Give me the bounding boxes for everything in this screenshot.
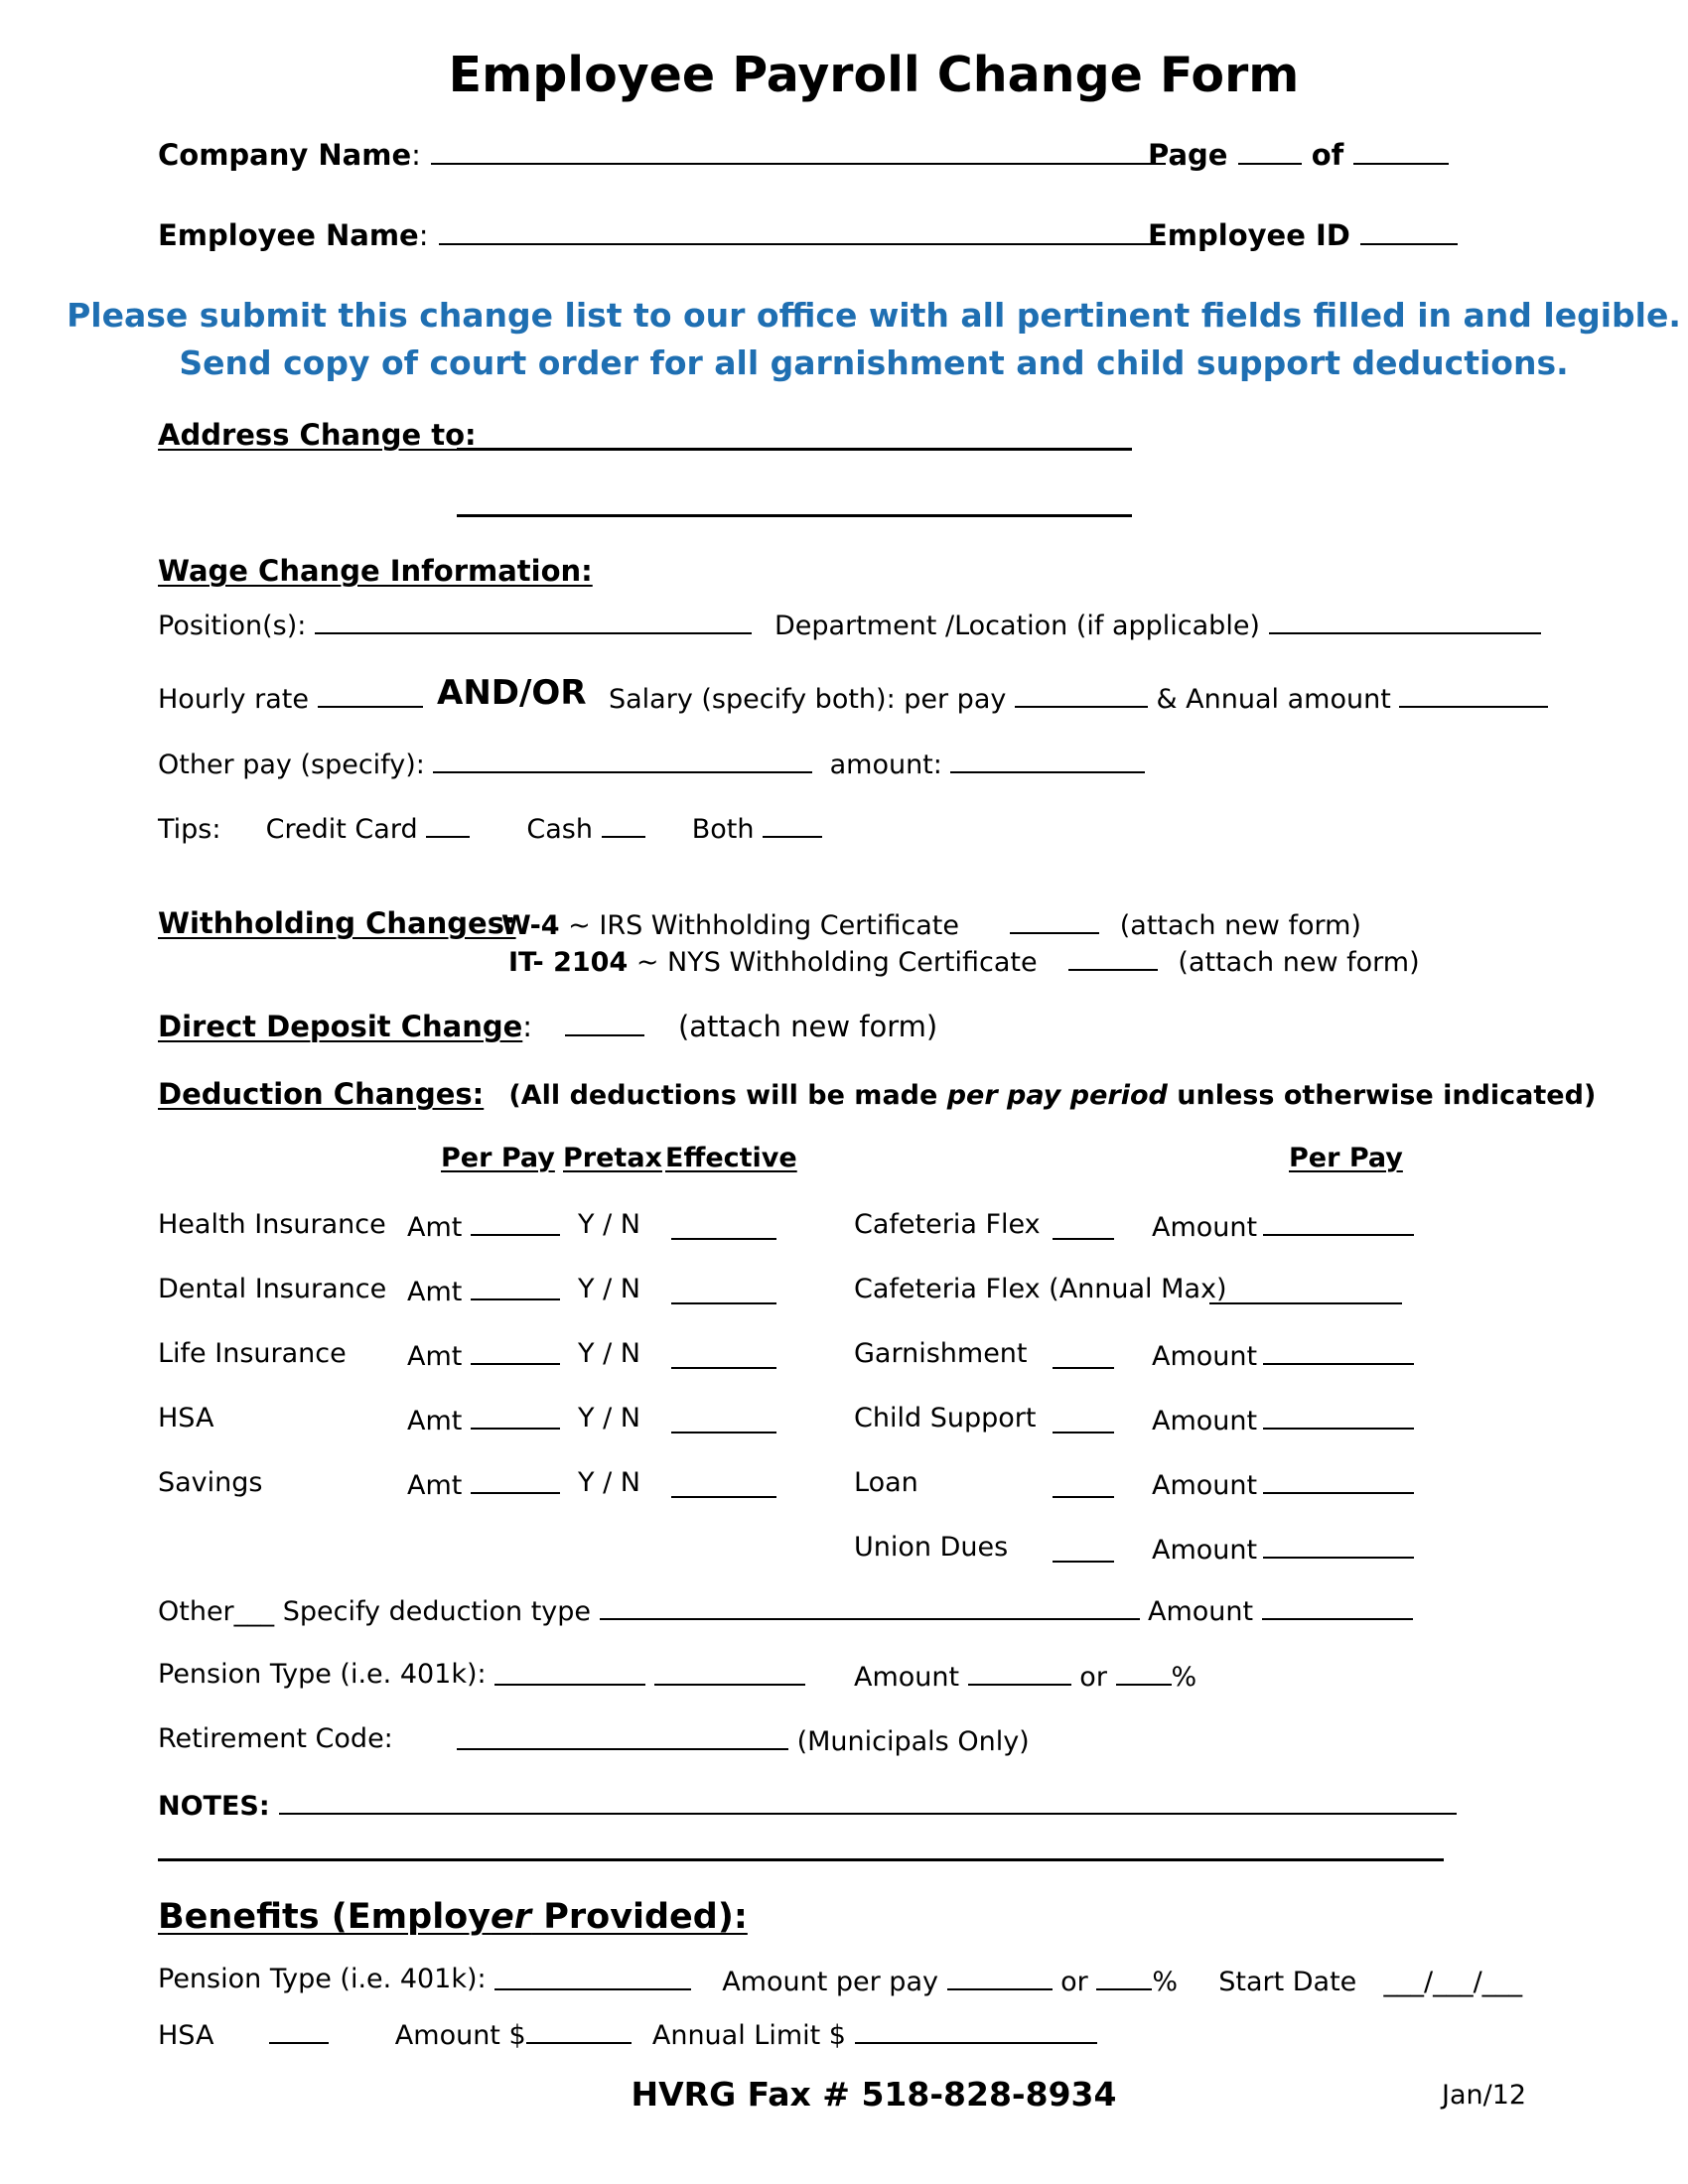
- note-pre: (All deductions will be made: [508, 1080, 947, 1111]
- amount-per-pay-label: Amount per pay: [722, 1967, 938, 1997]
- notice-line-1: Please submit this change list to our office with all pertinent fields filled in and legible.: [67, 296, 1681, 335]
- page-title: Employee Payroll Change Form: [448, 47, 1300, 103]
- department-row: [774, 607, 1541, 643]
- deduction-check-field[interactable]: [1053, 1341, 1114, 1369]
- deduction-row-right: [0, 1402, 1450, 1435]
- amount-field[interactable]: [1263, 1402, 1414, 1430]
- footer-fax: HVRG Fax # 518-828-8934: [631, 2075, 1117, 2114]
- other-pay-row: [158, 746, 1145, 782]
- other-amount-label: Amount: [1148, 1596, 1254, 1627]
- w4-row: [501, 906, 1361, 943]
- amount-field[interactable]: [1263, 1337, 1414, 1365]
- benefits-pension-row: [494, 1963, 1522, 1999]
- other-deduction-label: Other___ Specify deduction type: [158, 1596, 592, 1627]
- address-change-heading: Address Change to:: [158, 418, 477, 452]
- employee-id-label: Employee ID: [1148, 218, 1350, 252]
- amt-label: Amt: [407, 1341, 463, 1372]
- page-label: Page: [1148, 138, 1228, 172]
- amount-label: Amount: [1152, 1535, 1258, 1566]
- deduction-check-field[interactable]: [1053, 1470, 1114, 1498]
- pension-amount-label: Amount: [854, 1662, 960, 1693]
- hourly-row: [158, 680, 423, 717]
- deduction-item-label: Garnishment: [854, 1338, 1028, 1369]
- employee-id-field[interactable]: [1360, 217, 1458, 245]
- w4-text: ~ IRS Withholding Certificate: [568, 910, 959, 941]
- amount-label: Amount: [1152, 1212, 1258, 1243]
- footer-date: Jan/12: [1442, 2080, 1527, 2111]
- deduction-check-field[interactable]: [1053, 1212, 1114, 1240]
- deduction-row-right: [0, 1208, 1450, 1242]
- amt-label: Amt: [407, 1212, 463, 1243]
- col-pretax: Pretax: [563, 1143, 662, 1173]
- address-line-1[interactable]: [457, 448, 1132, 451]
- benefits-heading-pre: Benefits (Employ: [158, 1897, 492, 1937]
- amount-field[interactable]: [1263, 1466, 1414, 1494]
- deduction-item-label: Life Insurance: [158, 1338, 347, 1369]
- direct-deposit-row: [158, 1009, 937, 1043]
- hourly-field[interactable]: [318, 680, 423, 708]
- benefits-hsa-label: HSA: [158, 2020, 214, 2051]
- credit-card-label: Credit Card: [265, 814, 418, 845]
- municipals-label: (Municipals Only): [796, 1726, 1030, 1757]
- retirement-label: Retirement Code:: [158, 1723, 393, 1754]
- page-number-field[interactable]: [1238, 137, 1302, 165]
- benefits-percent-field[interactable]: [1096, 1963, 1152, 1990]
- deduction-item-label: HSA: [158, 1403, 214, 1433]
- amount-label: Amount: [1152, 1470, 1258, 1501]
- company-name-field[interactable]: [431, 137, 1166, 165]
- direct-deposit-attach: (attach new form): [677, 1010, 938, 1043]
- col-per-pay-right: Per Pay: [1289, 1143, 1403, 1173]
- position-label: Position(s):: [158, 611, 307, 641]
- hourly-label: Hourly rate: [158, 684, 309, 715]
- it2104-field[interactable]: [1068, 943, 1158, 971]
- deduction-amount: [1152, 1402, 1414, 1438]
- benefits-heading-em: er: [491, 1897, 532, 1937]
- both-field[interactable]: [763, 810, 822, 838]
- salary-row: [609, 680, 1548, 717]
- credit-card-field[interactable]: [426, 810, 470, 838]
- wage-change-heading: Wage Change Information:: [158, 554, 593, 588]
- pretax-yn[interactable]: Y / N: [578, 1467, 640, 1498]
- other-deduction-row: [158, 1592, 1140, 1629]
- colon: :: [522, 1010, 533, 1043]
- notice-line-2: Send copy of court order for all garnishment and child support deductions.: [179, 343, 1569, 382]
- w4-attach: (attach new form): [1119, 910, 1361, 941]
- start-date-label: Start Date: [1218, 1967, 1357, 1997]
- deduction-item-label: Union Dues: [854, 1532, 1009, 1563]
- amount-label: Amount: [1152, 1341, 1258, 1372]
- start-date-field[interactable]: ___/___/___: [1383, 1967, 1523, 1997]
- notes-row: [158, 1787, 1457, 1824]
- deduction-item-label: Savings: [158, 1467, 263, 1498]
- company-name-label: Company Name: [158, 138, 412, 172]
- deduction-row-right: [0, 1531, 1450, 1565]
- salary-per-pay-field[interactable]: [1015, 680, 1148, 708]
- pretax-yn[interactable]: Y / N: [578, 1403, 640, 1433]
- salary-label: Salary (specify both): per pay: [609, 684, 1007, 715]
- employee-name-label: Employee Name: [158, 218, 419, 252]
- amt-label: Amt: [407, 1470, 463, 1501]
- amount-per-pay-field[interactable]: [947, 1963, 1053, 1990]
- deduction-row-right: [0, 1337, 1450, 1371]
- deduction-amount: [1152, 1531, 1414, 1568]
- benefits-hsa-row: [158, 2016, 1097, 2053]
- cash-field[interactable]: [602, 810, 645, 838]
- pretax-yn[interactable]: Y / N: [578, 1209, 640, 1240]
- pension-fields: [494, 1658, 805, 1695]
- withholding-heading: Withholding Changes:: [158, 906, 516, 940]
- amount-label: Amount: [1152, 1406, 1258, 1436]
- pretax-yn[interactable]: Y / N: [578, 1338, 640, 1369]
- deduction-heading: Deduction Changes:: [158, 1077, 485, 1111]
- employee-name-field[interactable]: [439, 217, 1164, 245]
- benefits-pension-label: Pension Type (i.e. 401k):: [158, 1964, 487, 1994]
- position-field[interactable]: [315, 607, 752, 634]
- other-amount-field[interactable]: [1262, 1592, 1413, 1620]
- retirement-field[interactable]: [457, 1722, 788, 1750]
- pension-type-field-2[interactable]: [654, 1658, 805, 1686]
- deduction-amount: [1152, 1208, 1414, 1245]
- other-pay-amount-field[interactable]: [950, 746, 1145, 773]
- it2104-text: ~ NYS Withholding Certificate: [635, 947, 1038, 978]
- colon: :: [411, 138, 421, 172]
- employee-id-row: [1148, 217, 1458, 252]
- department-field[interactable]: [1269, 607, 1541, 634]
- col-effective: Effective: [665, 1143, 797, 1173]
- direct-deposit-label: Direct Deposit Change: [158, 1010, 523, 1043]
- it2104-code: IT- 2104: [508, 947, 629, 978]
- page-number-row: [1148, 137, 1449, 172]
- pension-amount-field[interactable]: [968, 1658, 1071, 1686]
- benefits-pension-type-field[interactable]: [494, 1963, 691, 1990]
- tips-label: Tips:: [158, 814, 221, 845]
- amount-field[interactable]: [1263, 1531, 1414, 1559]
- other-amount-row: [1148, 1592, 1413, 1629]
- annual-max-field[interactable]: [1209, 1277, 1402, 1304]
- other-pay-label: Other pay (specify):: [158, 750, 425, 780]
- company-name-row: [158, 137, 1166, 172]
- deduction-item-label: Dental Insurance: [158, 1274, 387, 1304]
- deduction-row-right: [0, 1466, 1450, 1500]
- benefits-or: or: [1060, 1967, 1088, 1997]
- deduction-heading-row: [158, 1077, 1596, 1113]
- benefits-hsa-field[interactable]: [269, 2016, 329, 2044]
- other-pay-field[interactable]: [433, 746, 812, 773]
- note-post: unless otherwise indicated): [1167, 1080, 1597, 1111]
- annual-amount-field[interactable]: [1399, 680, 1548, 708]
- amount-field[interactable]: [1263, 1208, 1414, 1236]
- deduction-item-label: Cafeteria Flex: [854, 1209, 1041, 1240]
- and-or-label: AND/OR: [437, 673, 587, 713]
- pension-label: Pension Type (i.e. 401k):: [158, 1659, 487, 1690]
- deduction-check-field[interactable]: [1053, 1406, 1114, 1433]
- deduction-amount: [1152, 1337, 1414, 1374]
- tips-row: [158, 810, 822, 847]
- hsa-amount-label: Amount $: [394, 2020, 526, 2051]
- deduction-item-label: Cafeteria Flex (Annual Max): [854, 1274, 1227, 1304]
- w4-field[interactable]: [1010, 906, 1099, 934]
- colon: :: [418, 218, 429, 252]
- hsa-amount-field[interactable]: [526, 2016, 632, 2044]
- of-label: of: [1311, 138, 1344, 172]
- employee-name-row: [158, 217, 1164, 252]
- page-total-field[interactable]: [1353, 137, 1449, 165]
- pension-type-field-1[interactable]: [494, 1658, 645, 1686]
- deduction-row-right: [0, 1273, 1450, 1306]
- pension-or: or: [1079, 1662, 1107, 1693]
- notes-label: NOTES:: [158, 1791, 270, 1822]
- benefits-heading-post: Provided):: [531, 1897, 748, 1937]
- position-row: [158, 607, 752, 643]
- other-pay-amount-label: amount:: [829, 750, 942, 780]
- annual-limit-label: Annual Limit $: [651, 2020, 846, 2051]
- benefits-percent: %: [1152, 1967, 1179, 1997]
- pension-amount-row: [854, 1658, 1196, 1695]
- department-label: Department /Location (if applicable): [774, 611, 1260, 641]
- other-deduction-field[interactable]: [600, 1592, 1140, 1620]
- pension-percent-field[interactable]: [1116, 1658, 1172, 1686]
- w4-code: W-4: [501, 910, 560, 941]
- notes-field[interactable]: [279, 1787, 1457, 1815]
- cash-label: Cash: [526, 814, 593, 845]
- annual-amount-label: & Annual amount: [1156, 684, 1391, 715]
- col-per-pay: Per Pay: [441, 1143, 555, 1173]
- deduction-item-label: Loan: [854, 1467, 918, 1498]
- deduction-note: [508, 1080, 1596, 1111]
- deduction-item-label: Health Insurance: [158, 1209, 386, 1240]
- pension-percent: %: [1171, 1662, 1197, 1693]
- annual-limit-field[interactable]: [855, 2016, 1097, 2044]
- it2104-attach: (attach new form): [1178, 947, 1420, 978]
- address-line-2[interactable]: [457, 514, 1132, 517]
- deduction-check-field[interactable]: [1053, 1535, 1114, 1563]
- it2104-row: [508, 943, 1420, 980]
- direct-deposit-field[interactable]: [565, 1009, 644, 1036]
- retirement-row: [457, 1722, 1030, 1759]
- both-label: Both: [691, 814, 755, 845]
- benefits-heading: [158, 1894, 748, 1940]
- note-em: per pay period: [946, 1080, 1168, 1111]
- deduction-item-label: Child Support: [854, 1403, 1037, 1433]
- pretax-yn[interactable]: Y / N: [578, 1274, 640, 1304]
- deduction-amount: [1152, 1466, 1414, 1503]
- amt-label: Amt: [407, 1277, 463, 1307]
- notes-line-2[interactable]: [158, 1858, 1444, 1861]
- amt-label: Amt: [407, 1406, 463, 1436]
